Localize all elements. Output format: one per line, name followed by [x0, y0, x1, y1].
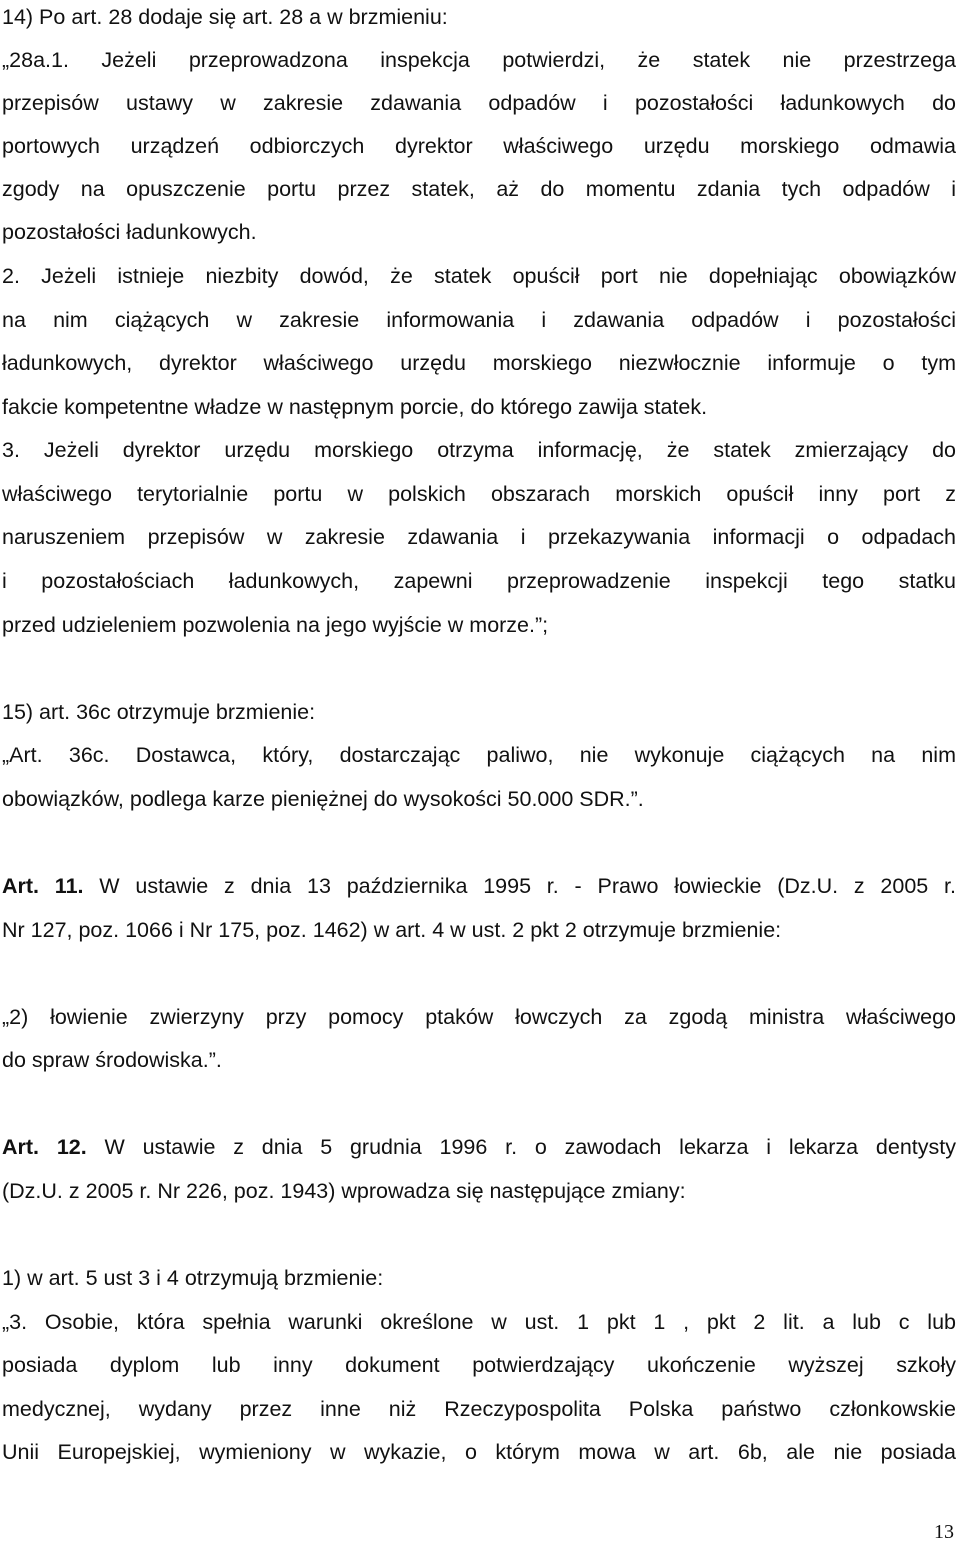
text-line: fakcie kompetentne władze w następnym porcie, do którego zawija statek. [2, 395, 708, 419]
text-line: pozostałości ładunkowych. [2, 220, 257, 244]
art-11-label: Art. 11. [2, 874, 84, 898]
text-line: na nim ciążących w zakresie informowania i zdawania odpadów i pozostałości [2, 308, 956, 332]
text-line: 1) w art. 5 ust 3 i 4 otrzymują brzmienie: [2, 1266, 384, 1290]
text-line: i pozostałościach ładunkowych, zapewni przeprowadzenie inspekcji tego statku [2, 569, 956, 593]
text-line: 2. Jeżeli istnieje niezbity dowód, że statek opuścił port nie dopełniając obowiązków [2, 264, 956, 288]
page-number: 13 [934, 1521, 954, 1543]
art-11-text: W ustawie z dnia 13 października 1995 r. - Prawo łowieckie (Dz.U. z 2005 r. [99, 874, 956, 898]
text-line: Nr 127, poz. 1066 i Nr 175, poz. 1462) w art. 4 w ust. 2 pkt 2 otrzymuje brzmienie: [2, 918, 782, 942]
art-12-line [2, 1134, 956, 1160]
text-line: medycznej, wydany przez inne niż Rzeczypospolita Polska państwo członkowskie [2, 1397, 956, 1421]
text-line: posiada dyplom lub inny dokument potwierdzający ukończenie wyższej szkoły [2, 1353, 956, 1377]
text-line: zgody na opuszczenie portu przez statek, aż do momentu zdania tych odpadów i [2, 177, 956, 201]
text-line: obowiązków, podlega karze pieniężnej do wysokości 50.000 SDR.”. [2, 787, 644, 811]
art-11-line [2, 873, 956, 899]
text-line: (Dz.U. z 2005 r. Nr 226, poz. 1943) wprowadza się następujące zmiany: [2, 1179, 686, 1203]
text-line: Unii Europejskiej, wymieniony w wykazie, o którym mowa w art. 6b, ale nie posiada [2, 1440, 956, 1464]
text-line: 14) Po art. 28 dodaje się art. 28 a w brzmieniu: [2, 5, 448, 29]
text-line: 15) art. 36c otrzymuje brzmienie: [2, 700, 316, 724]
text-line: przed udzieleniem pozwolenia na jego wyjście w morze.”; [2, 613, 549, 637]
text-line: „28a.1. Jeżeli przeprowadzona inspekcja potwierdzi, że statek nie przestrzega [2, 48, 956, 72]
text-line: do spraw środowiska.”. [2, 1048, 222, 1072]
text-line: „2) łowienie zwierzyny przy pomocy ptaków łowczych za zgodą ministra właściwego [2, 1005, 956, 1029]
text-line: „Art. 36c. Dostawca, który, dostarczając paliwo, nie wykonuje ciążących na nim [2, 743, 956, 767]
text-line: przepisów ustawy w zakresie zdawania odpadów i pozostałości ładunkowych do [2, 91, 956, 115]
text-line: właściwego terytorialnie portu w polskich obszarach morskich opuścił inny port z [2, 482, 956, 506]
art-12-label: Art. 12. [2, 1135, 87, 1159]
art-12-text: W ustawie z dnia 5 grudnia 1996 r. o zawodach lekarza i lekarza dentysty [104, 1135, 956, 1159]
text-line: 3. Jeżeli dyrektor urzędu morskiego otrzyma informację, że statek zmierzający do [2, 438, 956, 462]
text-line: „3. Osobie, która spełnia warunki określone w ust. 1 pkt 1 , pkt 2 lit. a lub c lub [2, 1310, 956, 1334]
text-line: naruszeniem przepisów w zakresie zdawania i przekazywania informacji o odpadach [2, 525, 956, 549]
text-line: ładunkowych, dyrektor właściwego urzędu morskiego niezwłocznie informuje o tym [2, 351, 956, 375]
text-line: portowych urządzeń odbiorczych dyrektor właściwego urzędu morskiego odmawia [2, 134, 956, 158]
